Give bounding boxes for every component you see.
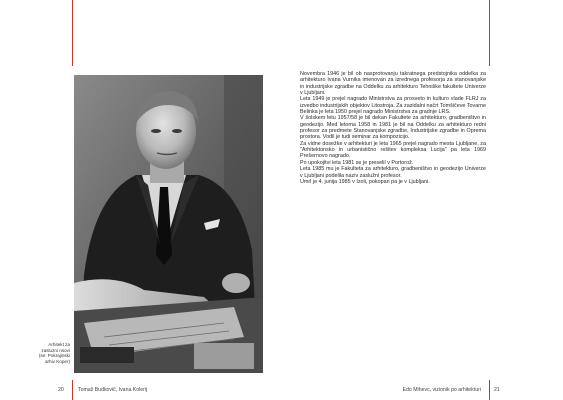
caption-line: zasluzni nsovi — [41, 347, 70, 353]
left-margin-rule — [72, 0, 73, 66]
page-number-right: 21 — [494, 387, 500, 393]
body-paragraph: Umrl je 4. junija 1985 v Izoli, pokopan pa je v Ljubljani. — [300, 178, 430, 185]
footer-book-title: Edo Mihevc, vizionik po arhitekturi — [402, 387, 481, 393]
footer-authors: Tomaž Budkovič, Ivana Kolerij — [78, 387, 148, 393]
biography-text — [300, 71, 486, 185]
caption-line: Arhitekt za — [48, 342, 70, 347]
caption-line: (se: Pokrajinski — [38, 353, 70, 359]
caption-line: arhiv Koper) — [44, 358, 70, 364]
body-paragraph: Novembra 1946 je bil ob nasprotovanju takratnega predstojnika oddelka za arhitekturo Ivana Vurnika imenovan za izrednega profesorja za stanovanjske in industrijske zgradbe na Oddelku za arhitekturo Tehniške fakultete Univerze v Ljubljani. — [300, 71, 486, 97]
body-paragraph: Za vidne dosežke v arhitekturi je leta 1965 prejel nagrado mesta Ljubljane, za "Arhitektonsko in urbanistično rešitev kompleksa Lucija" pa leta 1969 Prešernovo nagrado. — [300, 140, 486, 160]
left-footer-rule — [72, 380, 73, 400]
right-margin-rule — [489, 0, 490, 66]
body-paragraph: V šolskem letu 1957/58 je bil dekan Fakultete za arhitekturo, gradbeništvo in geodezijo. Med letoma 1958 in 1981 je bil na Oddelku za arhitekturo redni profesor za predmete Stanovanjske zgradbe, Industrijske zgradbe in Oprema prostora. Vodil je tudi seminar za kompozicijo. — [300, 115, 486, 141]
portrait-photo — [74, 75, 263, 373]
body-paragraph: Leta 1985 mu je Fakulteta za arhitekturo, gradbeništvo in geodezijo Univerze v Ljubljani podelila naziv zaslužni profesor. — [300, 166, 486, 179]
right-footer-rule — [489, 380, 490, 400]
body-paragraph: Leta 1949 je prejel nagrado Ministrstva za prosveto in kulturo vlade FLRJ za izvedbo industrijskih objektov Litostroja. Za zazidalni načrt Tomšičeve Tovarne Belinka je leta 1950 prejel nagrado Ministrstva za gradnje LRS. — [300, 96, 486, 116]
photo-caption — [30, 342, 70, 364]
body-paragraph: Po upokojitvi leta 1981 se je preselil v Portorož. — [300, 159, 414, 166]
page-number-left: 20 — [58, 387, 64, 393]
